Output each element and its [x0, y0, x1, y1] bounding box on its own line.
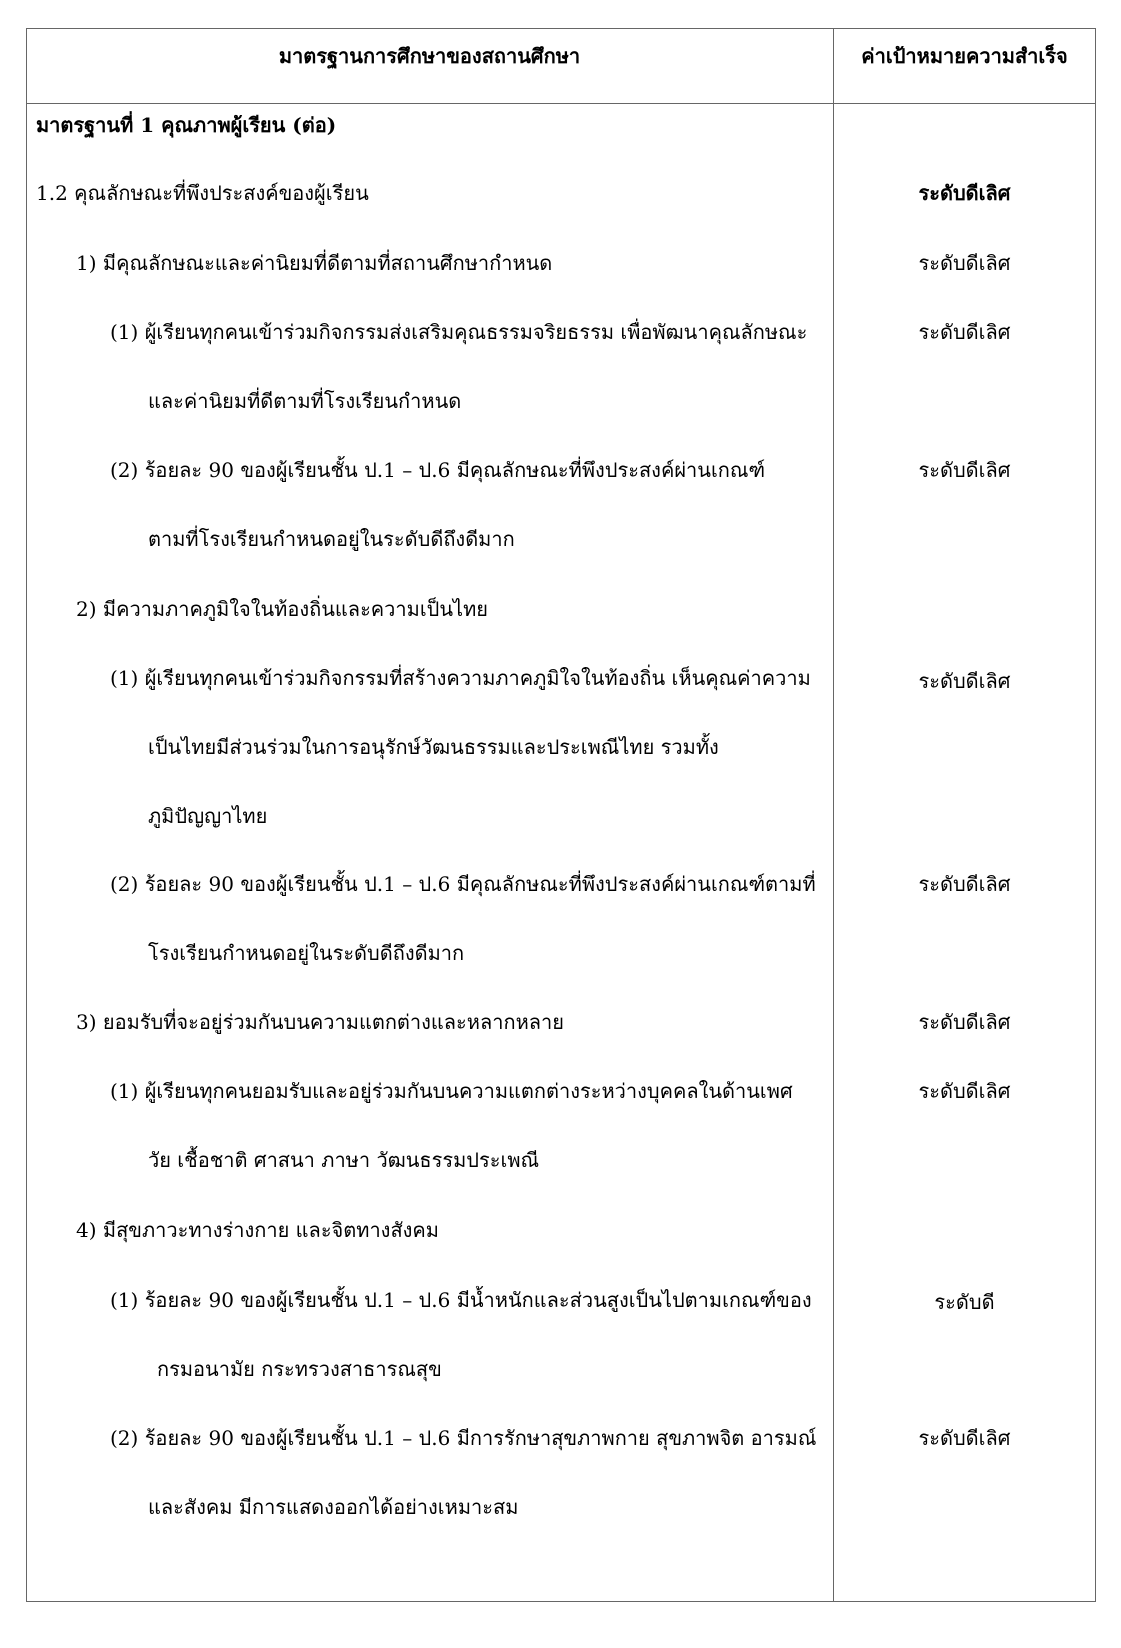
item-3-target: ระดับดีเลิศ	[918, 1010, 1011, 1034]
item-4-2-line2: และสังคม มีการแสดงออกได้อย่างเหมาะสม	[148, 1495, 519, 1519]
item-4-2-line1: (2) ร้อยละ 90 ของผู้เรียนชั้น ป.1 – ป.6 มีการรักษาสุขภาพกาย สุขภาพจิต อารมณ์	[110, 1426, 817, 1450]
item-2-2-line1: (2) ร้อยละ 90 ของผู้เรียนชั้น ป.1 – ป.6 มีคุณลักษณะที่พึงประสงค์ผ่านเกณฑ์ตามที่	[110, 872, 816, 896]
item-4-1-target: ระดับดี	[934, 1290, 995, 1314]
item-1-1-line1: (1) ผู้เรียนทุกคนเข้าร่วมกิจกรรมส่งเสริมคุณธรรมจริยธรรม เพื่อพัฒนาคุณลักษณะ	[110, 320, 808, 344]
item-4-2-target: ระดับดีเลิศ	[918, 1426, 1011, 1450]
item-3-label: 3) ยอมรับที่จะอยู่ร่วมกันบนความแตกต่างและหลากหลาย	[76, 1010, 564, 1034]
item-1-2-target: ระดับดีเลิศ	[918, 458, 1011, 482]
item-2-1-line3: ภูมิปัญญาไทย	[148, 804, 268, 828]
header-target: ค่าเป้าหมายความสำเร็จ	[861, 44, 1068, 68]
item-1-1-target: ระดับดีเลิศ	[918, 320, 1011, 344]
item-2-2-line2: โรงเรียนกำหนดอยู่ในระดับดีถึงดีมาก	[148, 941, 465, 965]
header-divider	[26, 103, 1096, 104]
item-2-1-line1: (1) ผู้เรียนทุกคนเข้าร่วมกิจกรรมที่สร้างความภาคภูมิใจในท้องถิ่น เห็นคุณค่าความ	[110, 666, 811, 690]
section-1-2-label: 1.2 คุณลักษณะที่พึงประสงค์ของผู้เรียน	[36, 181, 369, 205]
item-3-1-line2: วัย เชื้อชาติ ศาสนา ภาษา วัฒนธรรมประเพณี	[148, 1148, 540, 1172]
item-3-1-line1: (1) ผู้เรียนทุกคนยอมรับและอยู่ร่วมกันบนความแตกต่างระหว่างบุคคลในด้านเพศ	[110, 1079, 793, 1103]
item-1-1-line2: และค่านิยมที่ดีตามที่โรงเรียนกำหนด	[148, 389, 462, 413]
header-standard: มาตรฐานการศึกษาของสถานศึกษา	[278, 44, 581, 68]
item-1-2-line1: (2) ร้อยละ 90 ของผู้เรียนชั้น ป.1 – ป.6 มีคุณลักษณะที่พึงประสงค์ผ่านเกณฑ์	[110, 458, 766, 482]
item-4-label: 4) มีสุขภาวะทางร่างกาย และจิตทางสังคม	[76, 1218, 439, 1242]
item-2-2-target: ระดับดีเลิศ	[918, 872, 1011, 896]
item-1-2-line2: ตามที่โรงเรียนกำหนดอยู่ในระดับดีถึงดีมาก	[148, 527, 515, 551]
item-2-label: 2) มีความภาคภูมิใจในท้องถิ่นและความเป็นไทย	[76, 597, 488, 621]
item-2-1-line2: เป็นไทยมีส่วนร่วมในการอนุรักษ์วัฒนธรรมและประเพณีไทย รวมทั้ง	[148, 735, 719, 759]
item-1-label: 1) มีคุณลักษณะและค่านิยมที่ดีตามที่สถานศึกษากำหนด	[76, 251, 553, 275]
item-4-1-line2: กรมอนามัย กระทรวงสาธารณสุข	[157, 1357, 442, 1381]
item-1-target: ระดับดีเลิศ	[918, 251, 1011, 275]
item-2-1-target: ระดับดีเลิศ	[918, 669, 1011, 693]
item-3-1-target: ระดับดีเลิศ	[918, 1079, 1011, 1103]
item-4-1-line1: (1) ร้อยละ 90 ของผู้เรียนชั้น ป.1 – ป.6 มีน้ำหนักและส่วนสูงเป็นไปตามเกณฑ์ของ	[110, 1288, 812, 1312]
section-1-2-target: ระดับดีเลิศ	[918, 181, 1011, 205]
standard-title: มาตรฐานที่ 1 คุณภาพผู้เรียน (ต่อ)	[36, 113, 337, 137]
